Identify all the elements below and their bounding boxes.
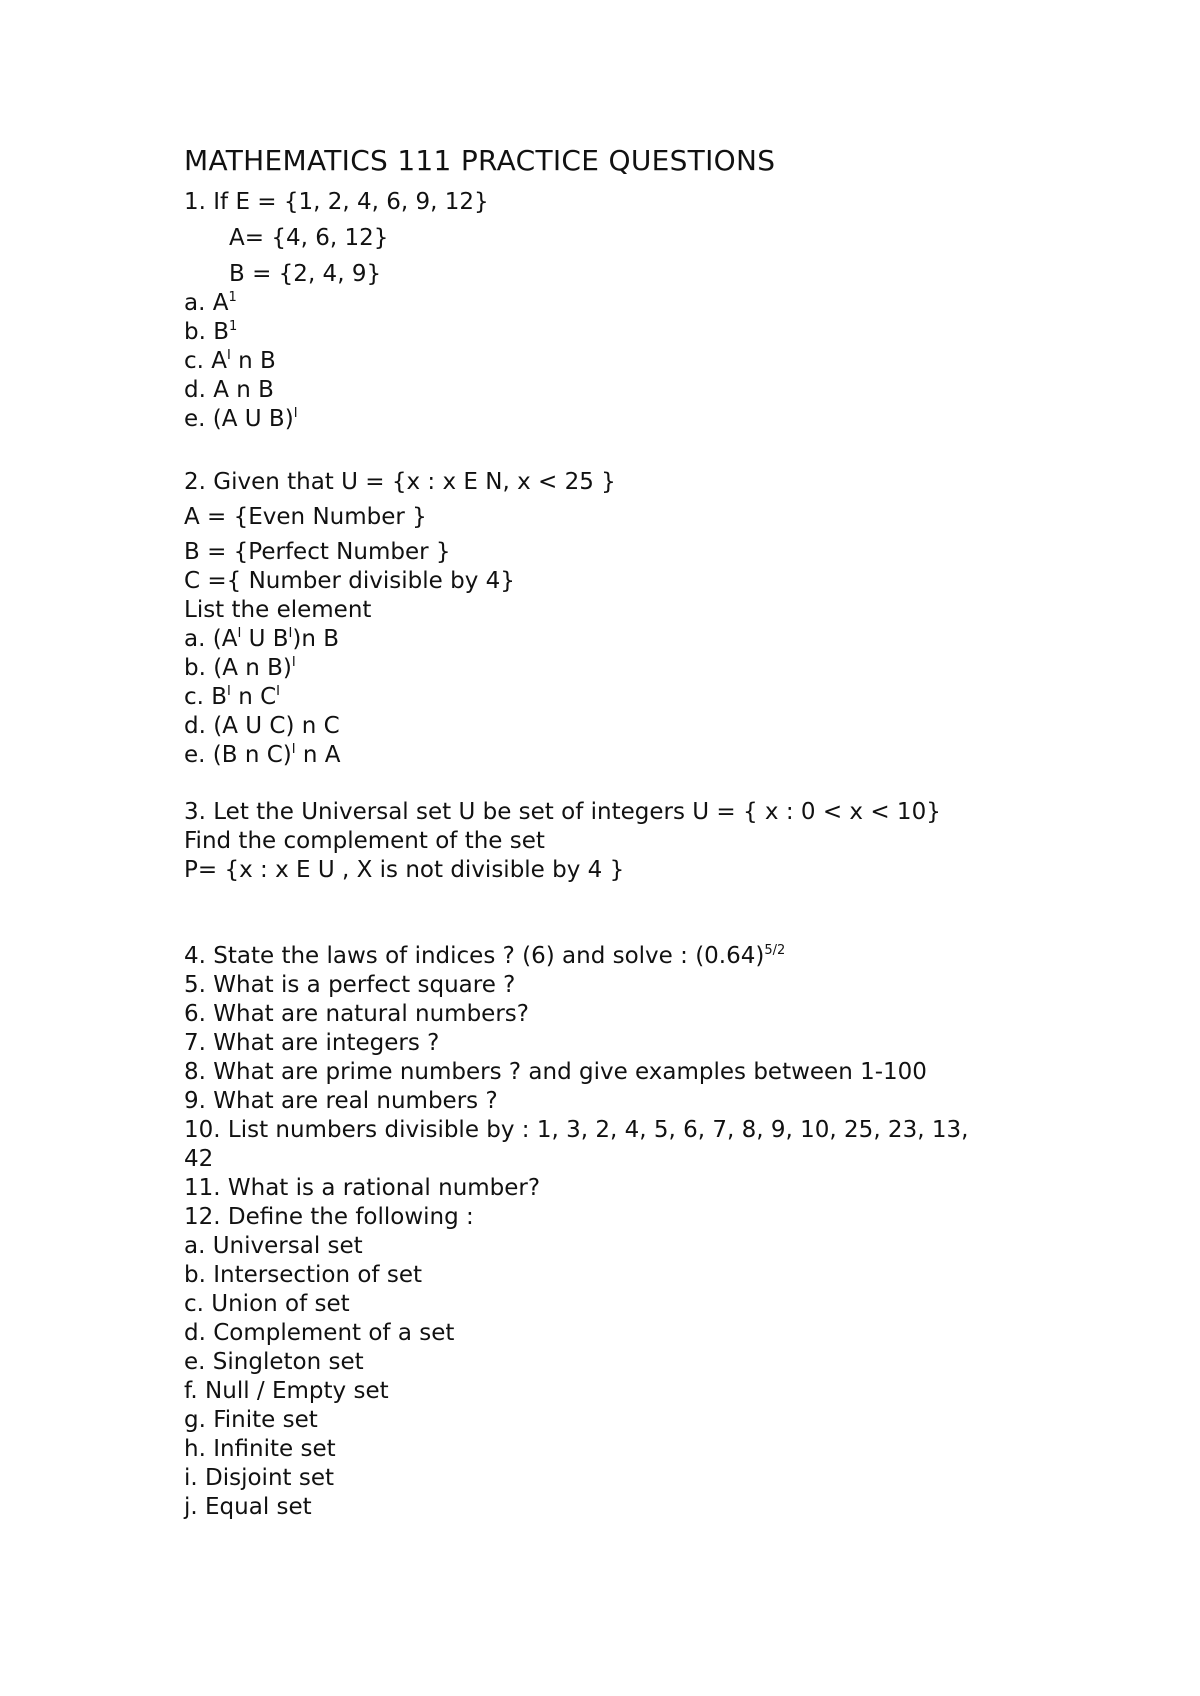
definition-item: h. Infinite set: [184, 1436, 336, 1462]
q3-line-3: P= {x : x E U , X is not divisible by 4 }: [184, 857, 625, 883]
q2-part-b: b. (A n B)$^I$: [184, 655, 296, 681]
q2-set-b: B = {Perfect Number }: [184, 539, 451, 565]
q1-part-e: e. (A U B)$^I$: [184, 406, 298, 432]
q3-line-2: Find the complement of the set: [184, 828, 545, 854]
q2-stem: 2. Given that U = {x : x E N, x < 25 }: [184, 469, 616, 495]
question-7: 7. What are integers ?: [184, 1030, 440, 1056]
q1-universal-set: 1. If E = {1, 2, 4, 6, 9, 12}: [184, 189, 489, 215]
q2-set-c: C ={ Number divisible by 4}: [184, 568, 515, 594]
question-4: 4. State the laws of indices ? (6) and solve : $(0.64)^{5/2}$: [184, 943, 786, 969]
definition-item: e. Singleton set: [184, 1349, 364, 1375]
question-10-line-1: 10. List numbers divisible by : 1, 3, 2, 4, 5, 6, 7, 8, 9, 10, 25, 23, 13,: [184, 1117, 969, 1143]
q3-line-1: 3. Let the Universal set U be set of integers U = { x : 0 < x < 10}: [184, 799, 941, 825]
q2-part-a: a. ($A^I$ U $B^I)n$ B: [184, 626, 340, 652]
q1-part-b: b. $B^1$: [184, 319, 238, 345]
question-9: 9. What are real numbers ?: [184, 1088, 498, 1114]
question-10-line-2: 42: [184, 1146, 214, 1172]
question-12: 12. Define the following :: [184, 1204, 474, 1230]
question-6: 6. What are natural numbers?: [184, 1001, 529, 1027]
question-5: 5. What is a perfect square ?: [184, 972, 516, 998]
definition-item: j. Equal set: [184, 1494, 312, 1520]
definition-item: c. Union of set: [184, 1291, 350, 1317]
q1-part-a: a. $A^1$: [184, 290, 237, 316]
q1-part-c: c. $A^I$ n B: [184, 348, 276, 374]
question-8: 8. What are prime numbers ? and give examples between 1-100: [184, 1059, 927, 1085]
definition-item: g. Finite set: [184, 1407, 318, 1433]
q2-part-d: d. (A U C) n C: [184, 713, 340, 739]
q1-part-d: d. A n B: [184, 377, 274, 403]
definition-item: b. Intersection of set: [184, 1262, 422, 1288]
page-title: MATHEMATICS 111 PRACTICE QUESTIONS: [184, 144, 776, 177]
question-11: 11. What is a rational number?: [184, 1175, 541, 1201]
q1-set-a: A= {4, 6, 12}: [229, 225, 389, 251]
q2-instruction: List the element: [184, 597, 372, 623]
q1-set-b: B = {2, 4, 9}: [229, 261, 382, 287]
definition-item: i. Disjoint set: [184, 1465, 335, 1491]
definition-item: a. Universal set: [184, 1233, 363, 1259]
definition-item: d. Complement of a set: [184, 1320, 455, 1346]
q2-part-e: e. (B n C)$^I$ n A: [184, 742, 341, 768]
definition-item: f. Null / Empty set: [184, 1378, 389, 1404]
q2-part-c: c. $B^I$ n $C^I$: [184, 684, 280, 710]
q2-set-a: A = {Even Number }: [184, 504, 427, 530]
